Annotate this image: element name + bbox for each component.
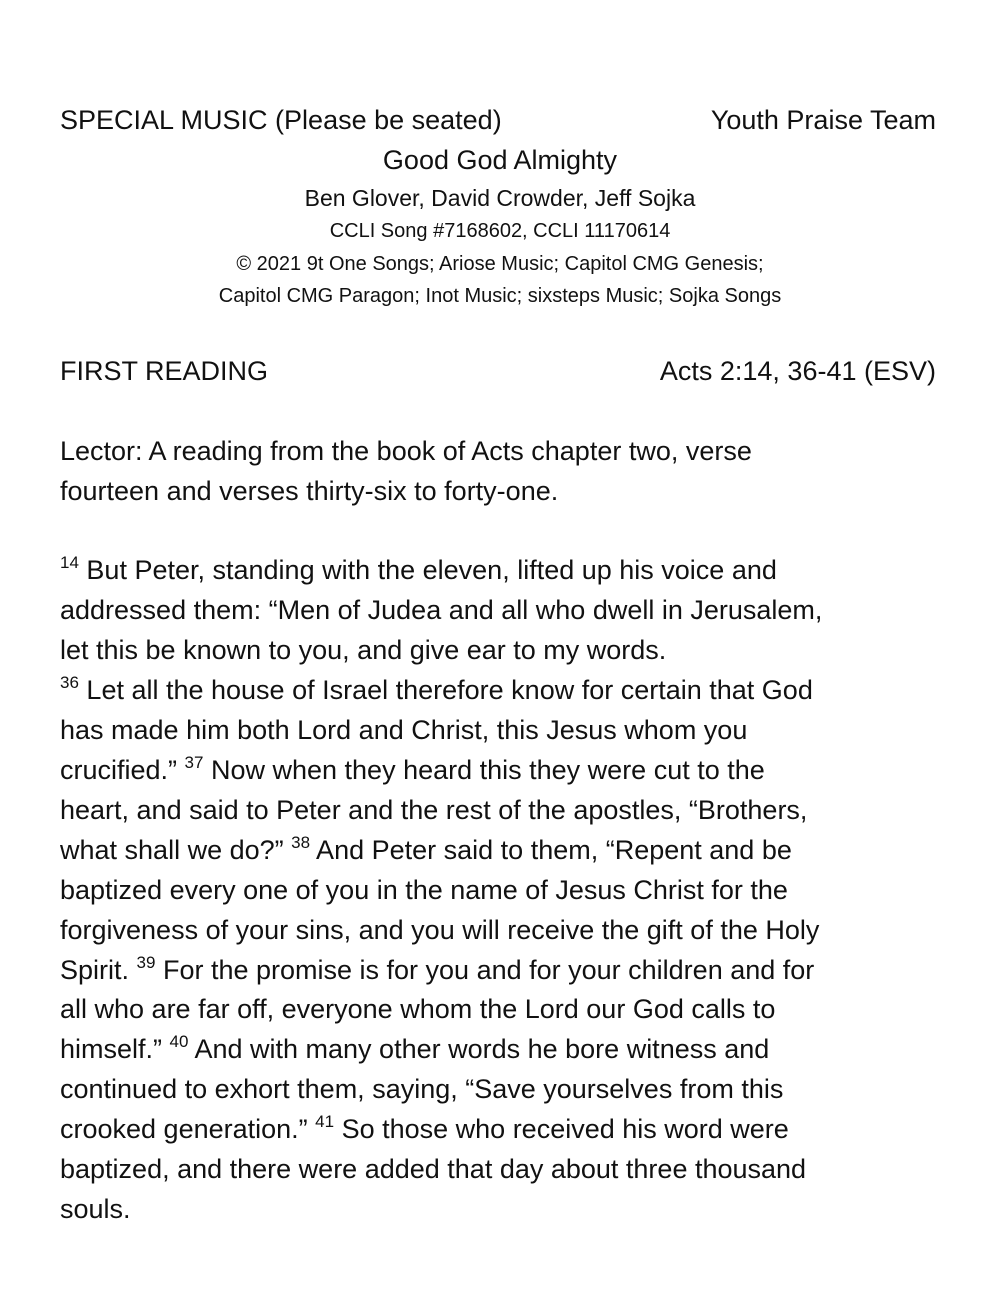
scripture-line: baptized, and there were added that day about three thousand [60, 1154, 807, 1185]
scripture-line: heart, and said to Peter and the rest of the apostles, “Brothers, [60, 794, 808, 825]
scripture-line: what shall we do?” $^{38}$ And Peter said to them, “Repent and be [60, 832, 792, 865]
scripture-line: crucified.” $^{37}$ Now when they heard this they were cut to the [60, 752, 765, 785]
lector-line: fourteen and verses thirty-six to forty-one. [60, 476, 559, 506]
lector-intro [60, 431, 940, 511]
song-title: Good God Almighty [382, 145, 618, 175]
verse-number: 37 [184, 752, 204, 772]
copyright-line-2: Capitol CMG Paragon; Inot Music; sixsteps Music; Sojka Songs [218, 285, 782, 307]
first-reading-heading: FIRST READING [60, 356, 269, 386]
scripture-line: forgiveness of your sins, and you will receive the gift of the Holy [60, 914, 820, 945]
performer-name: Youth Praise Team [710, 105, 936, 135]
special-music-heading: SPECIAL MUSIC (Please be seated) [60, 105, 502, 135]
scripture-line: crooked generation.” $^{41}$ So those who received his word were [60, 1112, 789, 1145]
verse-number: 36 [60, 672, 79, 692]
scripture-line: all who are far off, everyone whom the Lord our God calls to [60, 994, 776, 1025]
scripture-reference: Acts 2:14, 36-41 (ESV) [659, 356, 936, 386]
scripture-line: souls. [60, 1194, 131, 1225]
scripture-text [60, 551, 940, 1230]
verse-number: 38 [291, 832, 311, 852]
scripture-line: $^{14}$ But Peter, standing with the eleven, lifted up his voice and [60, 553, 777, 585]
lector-line: Lector: A reading from the book of Acts chapter two, verse [60, 436, 752, 466]
scripture-line: Spirit. $^{39}$ For the promise is for you and for your children and for [60, 952, 815, 985]
ccli-line: CCLI Song #7168602, CCLI 11170614 [329, 220, 671, 242]
verse-number: 39 [136, 952, 156, 972]
scripture-line: let this be known to you, and give ear to my words. [60, 634, 667, 665]
first-reading-row [60, 354, 936, 388]
verse-number: 14 [60, 553, 79, 572]
scripture-line: himself.” $^{40}$ And with many other words he bore witness and [60, 1032, 770, 1065]
scripture-line: $^{36}$ Let all the house of Israel therefore know for certain that God [60, 672, 813, 705]
verse-number: 40 [169, 1032, 189, 1052]
scripture-line: baptized every one of you in the name of Jesus Christ for the [60, 874, 788, 905]
song-authors: Ben Glover, David Crowder, Jeff Sojka [304, 185, 696, 211]
scripture-line: continued to exhort them, saying, “Save yourselves from this [60, 1074, 784, 1105]
scripture-line: addressed them: “Men of Judea and all who dwell in Jerusalem, [60, 594, 823, 625]
scripture-line: has made him both Lord and Christ, this Jesus whom you [60, 714, 748, 745]
verse-number: 41 [315, 1112, 335, 1132]
special-music-row [60, 103, 936, 137]
copyright-line-1: © 2021 9t One Songs; Ariose Music; Capitol CMG Genesis; [236, 253, 764, 275]
